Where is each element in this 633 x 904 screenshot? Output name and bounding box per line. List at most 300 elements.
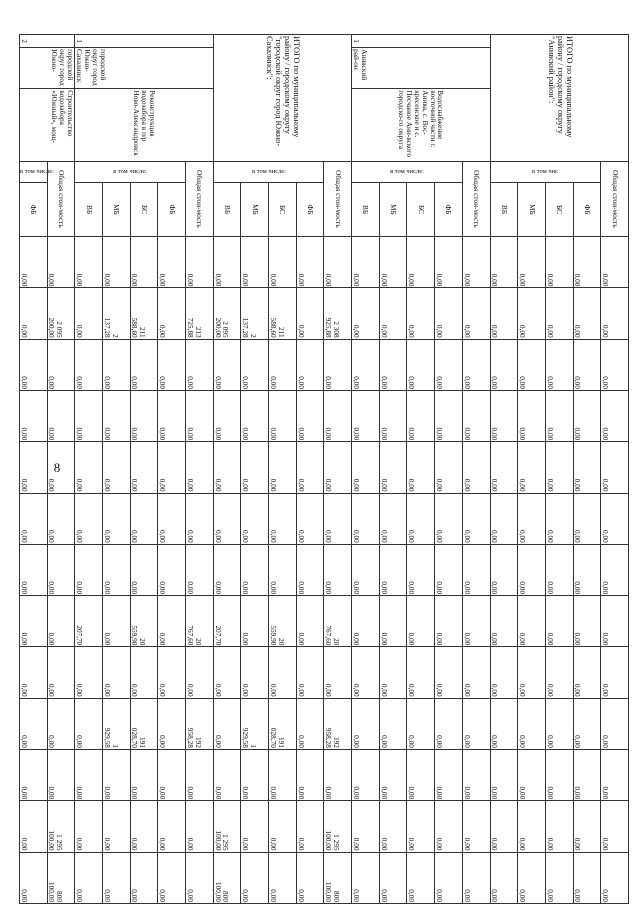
value-cell: 0,00 [47,544,75,595]
value-cell: 0,00 [75,647,103,698]
value-cell: 0,00 [130,749,158,800]
value-cell: 0,00 [102,749,130,800]
district-name: городской округ город Южно-Сахалинск [75,48,213,89]
value-cell: 0,00 [435,390,463,441]
value-cell: 0,00 [462,647,490,698]
table-row [324,35,352,904]
value-cell: 0,00 [158,596,186,647]
value-cell: 0,00 [241,852,269,903]
row-number: 1 [352,35,490,48]
value-cell: 0,00 [379,852,407,903]
value-cell: 0,00 [407,493,435,544]
value-cell: 0,00 [296,852,324,903]
value-cell: 0,00 [573,698,601,749]
value-cell: 0,00 [324,544,352,595]
value-cell: 0,00 [324,390,352,441]
value-cell: 0,00 [490,801,518,852]
value-cell: 0,00 [241,647,269,698]
value-cell: 0,00 [462,749,490,800]
value-cell: 0,00 [269,237,297,288]
value-cell: 0,00 [573,852,601,903]
value-cell: 0,00 [545,698,573,749]
value-cell: 0,00 [269,544,297,595]
value-cell: 0,00 [102,237,130,288]
table-row [296,35,324,904]
value-cell: 0,00 [352,237,380,288]
page-number: 8 [53,460,61,475]
value-cell: 0,00 [75,339,103,390]
value-cell: 0,00 [435,596,463,647]
value-cell: 0,00 [435,237,463,288]
value-cell: 0,00 [47,596,75,647]
value-cell: 0,00 [462,493,490,544]
district-name: городской округ город Южно- [19,48,74,89]
fund-vb-label: ВБ [490,182,518,236]
project-name: Водоснабжение восточной части г. Анива, с. Вос-кресенское и с. Песчаное Ани-вского городско-го округа [352,89,490,161]
value-cell: 0,00 [213,698,241,749]
value-cell: 0,00 [269,339,297,390]
value-cell: 0,00 [545,493,573,544]
value-cell: 0,00 [213,749,241,800]
in-that-label: в том чис [490,161,601,182]
value-cell: 0,00 [545,390,573,441]
fund-fb-label: ФБ [435,182,463,236]
value-cell: 0,00 [601,801,629,852]
value-cell: 0,00 [19,442,47,493]
value-cell: 0,00 [518,493,546,544]
value-cell: 0,00 [435,852,463,903]
value-cell: 0,00 [47,749,75,800]
value-cell: 0,00 [75,442,103,493]
value-cell: 0,00 [490,596,518,647]
value-cell: 0,00 [158,442,186,493]
fund-fb-label: ФБ [158,182,186,236]
value-cell: 211 588,60 [130,288,158,339]
value-cell: 800 100,00 [213,852,241,903]
value-cell: 800 100,00 [47,852,75,903]
value-cell: 0,00 [435,544,463,595]
value-cell: 0,00 [186,749,214,800]
value-cell: 1 929,58 [102,698,130,749]
value-cell: 0,00 [490,852,518,903]
table-row [186,35,214,904]
project-name: Строительство водозабора «Южный», мощ- [19,89,74,161]
value-cell: 0,00 [601,852,629,903]
value-cell: 0,00 [241,339,269,390]
value-cell: 0,00 [186,801,214,852]
value-cell: 0,00 [47,698,75,749]
value-cell: 0,00 [545,749,573,800]
value-cell: 1 295 100,00 [213,801,241,852]
value-cell: 0,00 [130,442,158,493]
value-cell: 0,00 [490,698,518,749]
total-cost-label: Общая стои-мость [47,161,75,236]
value-cell: 0,00 [75,288,103,339]
value-cell: 0,00 [102,544,130,595]
value-cell: 0,00 [518,544,546,595]
value-cell: 0,00 [352,698,380,749]
value-cell: 0,00 [296,801,324,852]
value-cell: 0,00 [518,288,546,339]
fund-mb-label: МБ [518,182,546,236]
value-cell: 0,00 [518,596,546,647]
value-cell: 0,00 [158,852,186,903]
total-cost-label: Общая стои-мость [324,161,352,236]
value-cell: 0,00 [324,442,352,493]
value-cell: 2 095 200,00 [213,288,241,339]
value-cell: 0,00 [269,749,297,800]
fund-fb-label: ФБ [573,182,601,236]
value-cell: 0,00 [130,237,158,288]
value-cell: 0,00 [462,390,490,441]
value-cell: 0,00 [601,596,629,647]
value-cell: 0,00 [19,698,47,749]
value-cell: 0,00 [545,442,573,493]
value-cell: 0,00 [462,339,490,390]
table-row [47,35,75,904]
value-cell: 0,00 [545,237,573,288]
fund-fb-label: ФБ [19,182,47,236]
value-cell: 0,00 [601,493,629,544]
value-cell: 0,00 [102,390,130,441]
value-cell: 0,00 [379,801,407,852]
value-cell: 0,00 [19,288,47,339]
in-that-label: в том числе: [213,161,324,182]
value-cell: 0,00 [296,493,324,544]
value-cell: 0,00 [102,596,130,647]
value-cell: 0,00 [296,749,324,800]
fund-bs-label: БС [269,182,297,236]
value-cell: 0,00 [490,288,518,339]
fund-bs-label: БС [545,182,573,236]
value-cell: 0,00 [352,801,380,852]
value-cell: 2 308 925,88 [324,288,352,339]
value-cell: 0,00 [296,698,324,749]
value-cell: 0,00 [601,237,629,288]
value-cell: 0,00 [379,749,407,800]
value-cell: 0,00 [462,698,490,749]
value-cell: 0,00 [296,544,324,595]
value-cell: 0,00 [19,647,47,698]
value-cell: 0,00 [47,237,75,288]
value-cell: 0,00 [75,544,103,595]
fund-vb-label: ВБ [352,182,380,236]
value-cell: 211 588,60 [269,288,297,339]
fund-bs-label: БС [130,182,158,236]
fund-bs-label: БС [407,182,435,236]
value-cell: 0,00 [296,390,324,441]
table-row [601,35,629,904]
value-cell: 0,00 [75,698,103,749]
value-cell: 0,00 [47,647,75,698]
value-cell: 0,00 [47,390,75,441]
value-cell: 20 767,60 [186,596,214,647]
value-cell: 0,00 [545,288,573,339]
value-cell: 0,00 [102,647,130,698]
value-cell: 191 028,70 [269,698,297,749]
value-cell: 0,00 [47,339,75,390]
value-cell: 0,00 [186,852,214,903]
value-cell: 0,00 [462,596,490,647]
value-cell: 0,00 [407,698,435,749]
value-cell: 0,00 [601,442,629,493]
table-row [435,35,463,904]
value-cell: 0,00 [241,596,269,647]
value-cell: 0,00 [130,493,158,544]
value-cell: 0,00 [158,288,186,339]
value-cell: 0,00 [130,339,158,390]
value-cell: 0,00 [379,698,407,749]
value-cell: 0,00 [47,442,75,493]
value-cell: 0,00 [213,390,241,441]
value-cell: 0,00 [601,390,629,441]
value-cell: 0,00 [490,339,518,390]
value-cell: 0,00 [19,596,47,647]
value-cell: 0,00 [518,749,546,800]
value-cell: 2 137,28 [241,288,269,339]
value-cell: 0,00 [130,390,158,441]
value-cell: 0,00 [158,801,186,852]
value-cell: 0,00 [352,647,380,698]
value-cell: 0,00 [19,237,47,288]
value-cell: 0,00 [269,442,297,493]
value-cell: 0,00 [130,647,158,698]
district-name: Анивский рай-он [352,48,490,89]
row-number: 1 [75,35,213,48]
value-cell: 0,00 [352,544,380,595]
value-cell: 0,00 [158,390,186,441]
value-cell: 0,00 [407,596,435,647]
value-cell: 0,00 [435,493,463,544]
value-cell: 0,00 [379,339,407,390]
value-cell: 0,00 [75,390,103,441]
value-cell: 0,00 [75,237,103,288]
value-cell: 20 767,60 [324,596,352,647]
value-cell: 0,00 [518,698,546,749]
value-cell: 192 958,28 [186,698,214,749]
value-cell: 0,00 [269,852,297,903]
value-cell: 0,00 [102,852,130,903]
value-cell: 0,00 [158,237,186,288]
value-cell: 0,00 [518,237,546,288]
value-cell: 0,00 [379,390,407,441]
rotated-table-container [19,34,629,904]
value-cell: 800 100,00 [324,852,352,903]
table-row [462,35,490,904]
value-cell: 0,00 [573,339,601,390]
value-cell: 0,00 [19,339,47,390]
value-cell: 0,00 [19,749,47,800]
value-cell: 0,00 [352,339,380,390]
value-cell: 0,00 [213,544,241,595]
value-cell: 1 295 100,00 [324,801,352,852]
value-cell: 0,00 [490,493,518,544]
value-cell: 0,00 [601,698,629,749]
section-total-label: ИТОГО по муниципальному району / городскому округу "Анивский район": [490,35,628,162]
value-cell: 0,00 [601,288,629,339]
value-cell: 0,00 [435,698,463,749]
value-cell: 1 929,58 [241,698,269,749]
value-cell: 0,00 [75,749,103,800]
value-cell: 0,00 [435,288,463,339]
value-cell: 0,00 [296,442,324,493]
value-cell: 0,00 [186,237,214,288]
in-that-label: в том числе: [75,161,186,182]
value-cell: 0,00 [435,442,463,493]
value-cell: 0,00 [490,544,518,595]
value-cell: 0,00 [213,339,241,390]
value-cell: 0,00 [518,852,546,903]
value-cell: 0,00 [379,442,407,493]
value-cell: 0,00 [545,647,573,698]
value-cell: 0,00 [213,493,241,544]
fund-vb-label: ВБ [213,182,241,236]
value-cell: 0,00 [352,442,380,493]
value-cell: 0,00 [407,390,435,441]
value-cell: 0,00 [545,801,573,852]
value-cell: 0,00 [102,493,130,544]
value-cell: 0,00 [186,544,214,595]
value-cell: 0,00 [379,647,407,698]
value-cell: 0,00 [19,801,47,852]
table-row [573,35,601,904]
project-name: Реконструкция водозабора в п/р Ново-Александровск [75,89,213,161]
value-cell: 0,00 [186,442,214,493]
value-cell: 0,00 [407,288,435,339]
value-cell: 0,00 [518,339,546,390]
value-cell: 0,00 [75,493,103,544]
value-cell: 0,00 [213,647,241,698]
value-cell: 0,00 [407,749,435,800]
value-cell: 0,00 [352,390,380,441]
table-row [19,35,47,904]
value-cell: 0,00 [601,749,629,800]
value-cell: 0,00 [601,544,629,595]
value-cell: 0,00 [352,749,380,800]
in-that-label: в том числе: [352,161,463,182]
value-cell: 0,00 [296,237,324,288]
value-cell: 0,00 [407,442,435,493]
value-cell: 0,00 [19,852,47,903]
value-cell: 0,00 [545,339,573,390]
value-cell: 0,00 [296,596,324,647]
value-cell: 0,00 [490,390,518,441]
value-cell: 0,00 [462,801,490,852]
value-cell: 0,00 [241,390,269,441]
value-cell: 20 559,90 [269,596,297,647]
value-cell: 0,00 [158,544,186,595]
value-cell: 0,00 [75,852,103,903]
value-cell: 0,00 [573,493,601,544]
value-cell: 0,00 [324,749,352,800]
fund-mb-label: МБ [241,182,269,236]
value-cell: 0,00 [102,339,130,390]
value-cell: 0,00 [379,288,407,339]
value-cell: 0,00 [158,493,186,544]
value-cell: 0,00 [407,339,435,390]
value-cell: 0,00 [352,493,380,544]
in-that-label: в том числе: [19,161,47,182]
value-cell: 0,00 [130,852,158,903]
value-cell: 207,70 [213,596,241,647]
value-cell: 0,00 [102,442,130,493]
value-cell: 0,00 [545,596,573,647]
value-cell: 0,00 [186,647,214,698]
row-number: 2 [19,35,74,48]
value-cell: 0,00 [213,442,241,493]
value-cell: 0,00 [462,852,490,903]
value-cell: 0,00 [19,390,47,441]
value-cell: 0,00 [47,493,75,544]
value-cell: 0,00 [573,596,601,647]
value-cell: 0,00 [379,596,407,647]
value-cell: 0,00 [352,288,380,339]
value-cell: 0,00 [241,237,269,288]
value-cell: 0,00 [462,288,490,339]
value-cell: 0,00 [324,493,352,544]
value-cell: 0,00 [435,339,463,390]
value-cell: 0,00 [75,801,103,852]
value-cell: 0,00 [241,801,269,852]
value-cell: 0,00 [573,390,601,441]
value-cell: 0,00 [296,339,324,390]
fund-fb-label: ФБ [296,182,324,236]
value-cell: 0,00 [296,647,324,698]
value-cell: 20 559,90 [130,596,158,647]
value-cell: 0,00 [379,237,407,288]
total-cost-label: Общая стои-мость [186,161,214,236]
value-cell: 0,00 [490,237,518,288]
value-cell: 0,00 [379,544,407,595]
value-cell: 0,00 [601,339,629,390]
value-cell: 213 725,88 [186,288,214,339]
value-cell: 0,00 [407,801,435,852]
value-cell: 0,00 [601,647,629,698]
value-cell: 0,00 [158,339,186,390]
value-cell: 0,00 [324,339,352,390]
total-cost-label: Общая стои-мость [601,161,629,236]
value-cell: 0,00 [213,237,241,288]
value-cell: 0,00 [573,442,601,493]
value-cell: 0,00 [545,544,573,595]
value-cell: 207,70 [75,596,103,647]
value-cell: 0,00 [518,801,546,852]
value-cell: 0,00 [130,544,158,595]
value-cell: 2 137,28 [102,288,130,339]
value-cell: 0,00 [269,801,297,852]
value-cell: 192 958,28 [324,698,352,749]
budget-table [19,34,629,904]
value-cell: 0,00 [379,493,407,544]
value-cell: 0,00 [296,288,324,339]
value-cell: 0,00 [186,390,214,441]
value-cell: 0,00 [518,442,546,493]
value-cell: 0,00 [435,801,463,852]
value-cell: 0,00 [462,544,490,595]
value-cell: 0,00 [130,801,158,852]
value-cell: 0,00 [269,493,297,544]
value-cell: 0,00 [241,442,269,493]
value-cell: 0,00 [407,647,435,698]
value-cell: 0,00 [407,544,435,595]
fund-mb-label: МБ [379,182,407,236]
value-cell: 0,00 [102,801,130,852]
value-cell: 0,00 [490,749,518,800]
value-cell: 1 295 100,00 [47,801,75,852]
value-cell: 0,00 [462,237,490,288]
value-cell: 0,00 [158,647,186,698]
value-cell: 0,00 [435,647,463,698]
